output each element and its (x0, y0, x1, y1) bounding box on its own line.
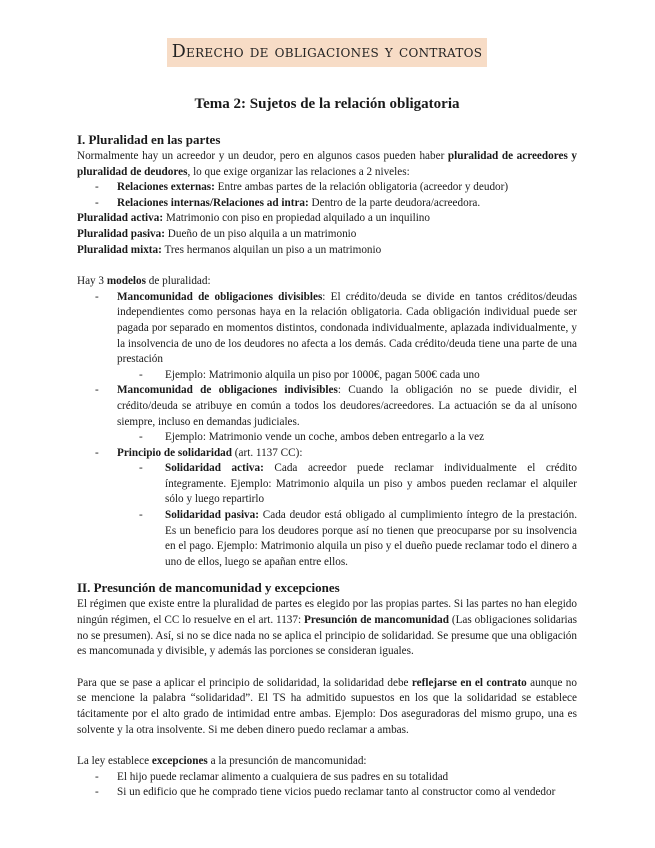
list-item-solidaridad-activa: - Solidaridad activa: Cada acreedor puede reclamar individualmente el crédito íntegramente. Ejemplo: Matrimonio alquila un piso y ambos pueden reclamar el alquiler sólo y luego repartirlo (139, 462, 577, 506)
spacer (77, 660, 577, 676)
section-2-paragraph-3: La ley establece excepciones a la presunción de mancomunidad: (77, 755, 367, 768)
list-item-exception-alimentos: - El hijo puede reclamar alimento a cualquiera de sus padres en su totalidad (77, 770, 577, 786)
spacer (77, 738, 577, 754)
bullet-dash: - (95, 181, 99, 194)
example-indivisibles: - Ejemplo: Matrimonio vende un coche, ambos deben entregarlo a la vez (77, 430, 577, 446)
bullet-dash: - (95, 290, 99, 303)
list-item-solidaridad-pasiva: - Solidaridad pasiva: Cada deudor está obligado al cumplimiento íntegro de la prestación. Es un beneficio para los deudores porque así no tienen que preocuparse por su insolvencia en el pago. Ejemplo: Matrimonio alquila un piso y el dueño puede reclamar todo el dinero a uno de ellos, luego se apañan entre ellos. (139, 509, 577, 568)
list-item-mancomunidad-indivisibles: - Mancomunidad de obligaciones indivisibles: Cuando la obligación no se puede dividir, el crédito/deuda se atribuye en común a todos los deudores/acreedores. La actuación se da al unísono siempre, incluso en demandas judiciales. (95, 384, 577, 428)
section-2-heading: II. Presunción de mancomunidad y excepciones (77, 580, 340, 596)
list-item-principio-solidaridad: - Principio de solidaridad (art. 1137 CC): (77, 446, 577, 462)
list-item-relaciones-internas: - Relaciones internas/Relaciones ad intra: Dentro de la parte deudora/acreedora. (77, 196, 577, 212)
bullet-dash: - (95, 770, 99, 783)
bullet-dash: - (139, 509, 143, 522)
bullet-dash: - (139, 368, 143, 381)
list-item-mancomunidad-divisibles: - Mancomunidad de obligaciones divisibles: El crédito/deuda se divide en tantos créditos/deudas independientes como personas haya en la relación obligatoria. Cada obligación individual puede ser pagada por separado en momentos distintos, condonada individualmente, aplazada individualmente, y la insolvencia de uno de los deudores no afecta a los demás. Cada crédito/deuda tiene una parte de una prestación (95, 290, 577, 366)
list-item-exception-vicios: - Si un edificio que he comprado tiene vicios puedo reclamar tanto al constructor como al vendedor (77, 785, 577, 801)
bullet-dash: - (95, 384, 99, 397)
spacer (77, 258, 577, 274)
bullet-dash: - (139, 462, 143, 475)
bullet-dash: - (95, 446, 99, 459)
example-divisibles: - Ejemplo: Matrimonio alquila un piso por 1000€, pagan 500€ cada uno (77, 368, 577, 384)
bullet-dash: - (95, 196, 99, 209)
section-2-paragraph-1: El régimen que existe entre la pluralidad de partes es elegido por las propias partes. Si las partes no han elegido ningún régimen, el CC lo resuelve en el art. 1137: Presunción de mancomunidad (Las obligaciones solidarias no se presumen). Así, si no se dice nada no se aplica el principio de solidaridad. Se presume que una obligación es mancomunada y divisible, y además las porciones se consideran iguales. (77, 598, 577, 658)
bullet-dash: - (95, 786, 99, 799)
section-2-paragraph-2: Para que se pase a aplicar el principio de solidaridad, la solidaridad debe reflejarse en el contrato aunque no se mencione la palabra “solidaridad”. El TS ha admitido supuestos en los que la solidaridad se establece tácitamente por el alto grado de intimidad entre ambas. Ejemplo: Dos aseguradoras del mismo grupo, una es solvente y la otra insolvente. Si me deben dinero puedo reclamar a ambas. (77, 676, 577, 736)
bullet-dash: - (139, 431, 143, 444)
pluralidad-pasiva: Pluralidad pasiva: Dueño de un piso alquila a un matrimonio (77, 227, 357, 240)
title-bar (77, 0, 577, 72)
section-1-heading: I. Pluralidad en las partes (77, 132, 221, 147)
document-title: Derecho de obligaciones y contratos (167, 38, 488, 67)
pluralidad-activa: Pluralidad activa: Matrimonio con piso en propiedad alquilado a un inquilino (77, 212, 430, 225)
models-intro: Hay 3 modelos de pluralidad: (77, 275, 211, 288)
topic-title: Tema 2: Sujetos de la relación obligatoria (194, 96, 460, 112)
section-1-intro: Normalmente hay un acreedor y un deudor, pero en algunos casos pueden haber pluralidad de acreedores y pluralidad de deudores, lo que exige organizar las relaciones a 2 niveles: (77, 150, 577, 178)
list-item-relaciones-externas: - Relaciones externas: Entre ambas partes de la relación obligatoria (acreedor y deudor) (77, 180, 577, 196)
pluralidad-mixta: Pluralidad mixta: Tres hermanos alquilan un piso a un matrimonio (77, 243, 382, 256)
